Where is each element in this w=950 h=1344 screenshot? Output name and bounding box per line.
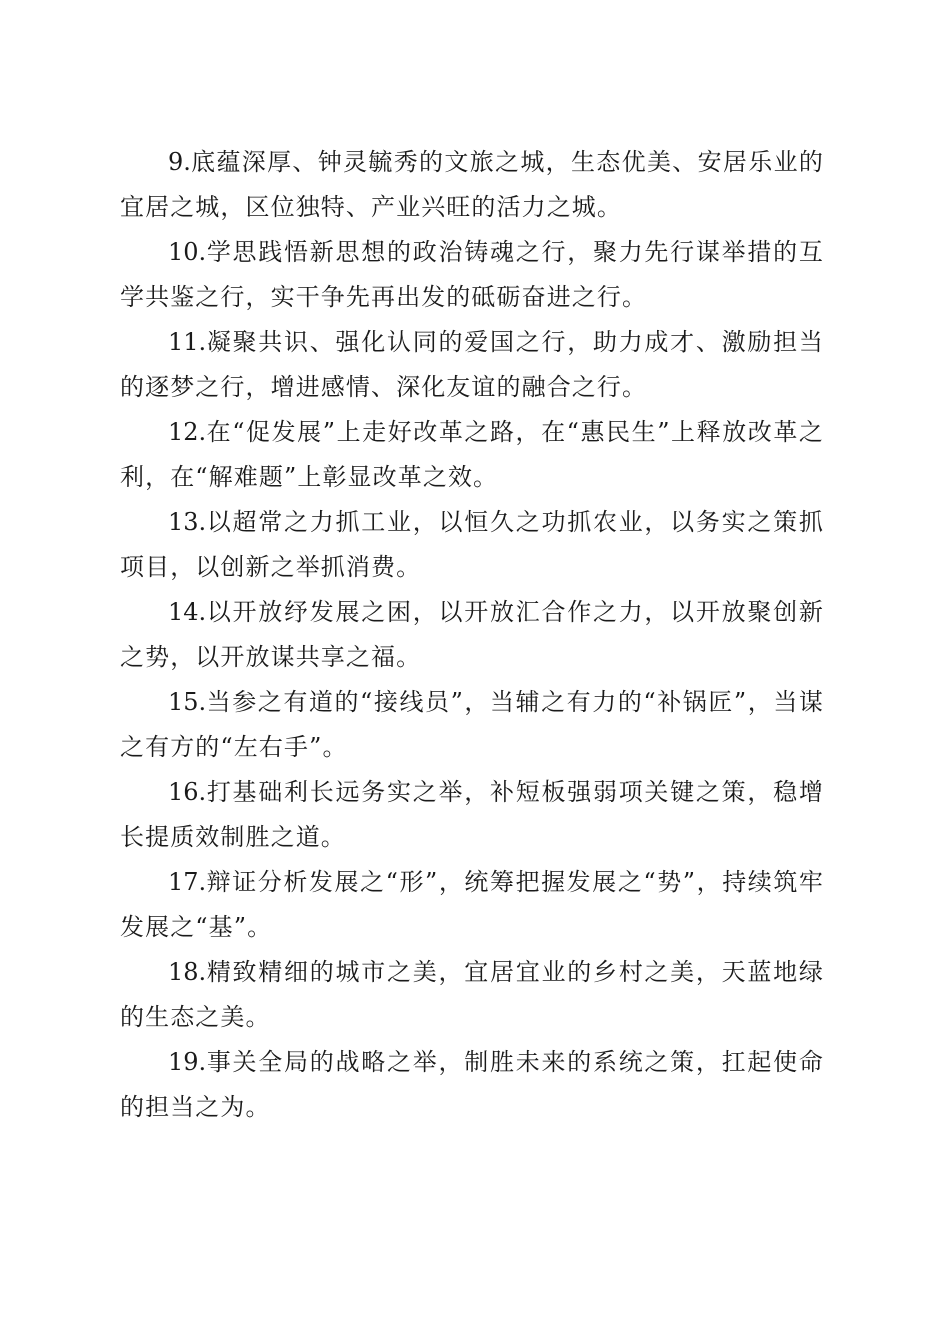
- list-item: [120, 590, 824, 680]
- item-number: 15.: [168, 688, 207, 716]
- list-item: [120, 680, 824, 770]
- list-item: [120, 500, 824, 590]
- item-number: 17.: [168, 868, 207, 896]
- item-number: 16.: [168, 778, 207, 806]
- list-item: [120, 140, 824, 230]
- item-number: 14.: [168, 598, 207, 626]
- item-text: 当参之有道的“接线员”，当辅之有力的“补锅匠”，当谋之有方的“左右手”。: [120, 688, 824, 761]
- item-number: 12.: [168, 418, 207, 446]
- item-text: 以超常之力抓工业，以恒久之功抓农业，以务实之策抓项目，以创新之举抓消费。: [120, 508, 824, 581]
- item-text: 辩证分析发展之“形”，统筹把握发展之“势”，持续筑牢发展之“基”。: [120, 868, 824, 941]
- item-number: 18.: [168, 958, 207, 986]
- list-item: [120, 410, 824, 500]
- list-item: [120, 320, 824, 410]
- item-number: 9.: [168, 148, 191, 176]
- item-number: 11.: [168, 328, 207, 356]
- document-body: [120, 140, 824, 1130]
- list-item: [120, 230, 824, 320]
- item-text: 凝聚共识、强化认同的爱国之行，助力成才、激励担当的逐梦之行，增进感情、深化友谊的融合之行。: [120, 328, 824, 401]
- item-text: 学思践悟新思想的政治铸魂之行，聚力先行谋举措的互学共鉴之行，实干争先再出发的砥砺奋进之行。: [120, 238, 824, 311]
- item-text: 打基础利长远务实之举，补短板强弱项关键之策，稳增长提质效制胜之道。: [120, 778, 824, 851]
- list-item: [120, 770, 824, 860]
- list-item: [120, 860, 824, 950]
- item-text: 精致精细的城市之美，宜居宜业的乡村之美，天蓝地绿的生态之美。: [120, 958, 824, 1031]
- item-text: 在“促发展”上走好改革之路，在“惠民生”上释放改革之利，在“解难题”上彰显改革之效。: [120, 418, 824, 491]
- item-number: 10.: [168, 238, 207, 266]
- list-item: [120, 950, 824, 1040]
- item-text: 事关全局的战略之举，制胜未来的系统之策，扛起使命的担当之为。: [120, 1048, 824, 1121]
- item-text: 底蕴深厚、钟灵毓秀的文旅之城，生态优美、安居乐业的宜居之城，区位独特、产业兴旺的活力之城。: [120, 148, 824, 221]
- list-item: [120, 1040, 824, 1130]
- item-text: 以开放纾发展之困，以开放汇合作之力，以开放聚创新之势，以开放谋共享之福。: [120, 598, 824, 671]
- item-number: 13.: [168, 508, 207, 536]
- item-number: 19.: [168, 1048, 207, 1076]
